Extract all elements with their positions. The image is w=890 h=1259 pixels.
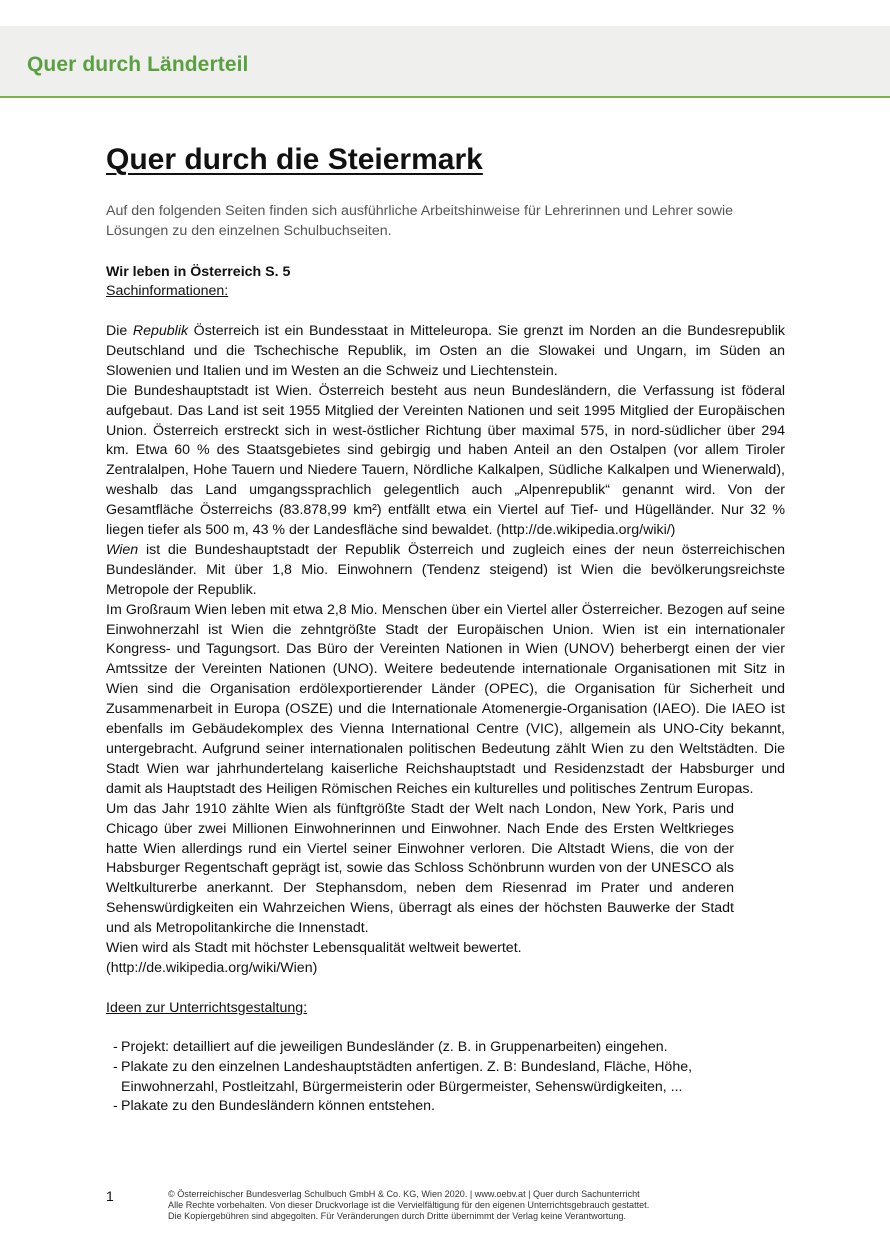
section-subheading: Sachinformationen: [106,283,229,300]
page-title: Quer durch die Steiermark [106,143,483,176]
paragraph-wien [106,541,785,601]
intro-text: Auf den folgenden Seiten finden sich ausführliche Arbeitshinweise für Lehrerinnen und Lehrer sowie Lösungen zu den einzelnen Schulbuchseiten. [106,203,734,239]
footer-copyright: © Österreichischer Bundesverlag Schulbuch GmbH & Co. KG, Wien 2020. | www.oebv.at | Quer durch Sachunterricht [168,1189,640,1199]
paragraph-quality: Wien wird als Stadt mit höchster Lebensqualität weltweit bewertet. [106,940,522,957]
list-item: - Projekt: detailliert auf die jeweiligen Bundesländer (z. B. in Gruppenarbeiten) eingehen. [106,1038,726,1058]
body-text [106,322,785,979]
emphasized-term: Republik [132,322,189,339]
footer-disclaimer: Die Kopiergebühren sind abgegolten. Für Veränderungen durch Dritte übernimmt der Verlag keine Verantwortung. [168,1211,626,1222]
paragraph-text: ist die Bundeshauptstadt der Republik Österreich und zugleich eines der neun österreichischen Bundesländer. Mit über 1,8 Mio. Einwohnern (Tendenz steigend) ist Wien die bevölkerungsreichste Metropole der Republik. [106,541,785,598]
list-item: - Plakate zu den einzelnen Landeshauptstädten anfertigen. Z. B: Bundesland, Fläche, Höhe, Einwohnerzahl, Postleitzahl, Bürgermeisterin oder Bürgermeister, Sehenswürdigkeiten, ... [106,1058,726,1098]
list-item: - Plakate zu den Bundesländern können entstehen. [106,1097,726,1117]
ideas-list [106,1038,726,1118]
page-header [0,26,890,98]
main-content [106,140,785,1117]
section-heading: Wir leben in Österreich S. 5 [106,263,291,280]
paragraph-text: Österreich ist ein Bundesstaat in Mitteleuropa. Sie grenzt im Norden an die Bundesrepublik Deutschland und die Tschechische Republik, im Osten an die Slowakei und Ungarn, im Süden an Slowenien und Italien und im Westen an die Schweiz und Liechtenstein. [106,322,785,379]
header-title: Quer durch Länderteil [27,53,249,76]
paragraph-history: Um das Jahr 1910 zählte Wien als fünftgrößte Stadt der Welt nach London, New York, Paris und Chicago über zwei Millionen Einwohnerinnen und Einwohner. Nach Ende des Ersten Weltkrieges hatte Wien allerdings rund ein Viertel seiner Einwohner verloren. Die Altstadt Wiens, die von der Habsburger Regentschaft geprägt ist, sowie das Schloss Schönbrunn wurden von der UNESCO als Weltkulturerbe anerkannt. Der Stephansdom, neben dem Riesenrad im Prater und anderen Sehenswürdigkeiten ein Wahrzeichen Wiens, überragt als eines der höchsten Bauwerke der Stadt und als Metropolitankirche die Innenstadt. [106,800,734,937]
paragraph-grossraum: Im Großraum Wien leben mit etwa 2,8 Mio. Menschen über ein Viertel aller Österreicher. Bezogen auf seine Einwohnerzahl ist Wien die zehntgrößte Stadt der Europäischen Union. Wien ist ein internationaler Kongress- und Tagungsort. Das Büro der Vereinten Nationen in Wien (UNOV) beherbergt einen der vier Amtssitze der Vereinten Nationen (UNO). Weitere bedeutende internationale Organisationen mit Sitz in Wien sind die Organisation erdölexportierender Länder (OPEC), die Organisation für Sicherheit und Zusammenarbeit in Europa (OSZE) und die Internationale Atomenergie-Organisation (IAEO). Die IAEO ist ebenfalls im Gebäudekomplex des Vienna International Centre (VIC), allgemein als UNO-City bekannt, untergebracht. Aufgrund seiner internationalen politischen Bedeutung zählt Wien zu den Weltstädten. Die Stadt Wien war jahrhundertelang kaiserliche Reichshauptstadt und Residenzstadt der Habsburger und damit als Hauptstadt des Heiligen Römischen Reiches ein kulturelles und politisches Zentrum Europas. [106,601,785,797]
ideas-heading: Ideen zur Unterrichtsgestaltung: [106,999,308,1016]
paragraph-source: (http://de.wikipedia.org/wiki/Wien) [106,959,318,976]
emphasized-term: Wien [106,541,139,558]
page-number: 1 [106,1188,114,1204]
paragraph-republik [106,322,785,382]
page-footer [168,1189,768,1223]
footer-rights: Alle Rechte vorbehalten. Von dieser Druckvorlage ist die Vervielfältigung für den eigenen Unterrichtsgebrauch gestattet. [168,1200,650,1211]
paragraph-text: Die [106,322,133,339]
paragraph-bundeshauptstadt: Die Bundeshauptstadt ist Wien. Österreich besteht aus neun Bundesländern, die Verfassung ist föderal aufgebaut. Das Land ist seit 1955 Mitglied der Vereinten Nationen und seit 1995 Mitglied der Europäischen Union. Österreich erstreckt sich in west-östlicher Richtung über maximal 575, in nord-südlicher über 294 km. Etwa 60 % des Staatsgebietes sind gebirgig und haben Anteil an den Ostalpen (vor allem Tiroler Zentralalpen, Hohe Tauern und Niedere Tauern, Nördliche Kalkalpen, Südliche Kalkalpen und Wienerwald), weshalb das Land umgangssprachlich gelegentlich auch „Alpenrepublik“ genannt wird. Von der Gesamtfläche Österreichs (83.878,99 km²) entfällt etwa ein Viertel auf Tief- und Hügelländer. Nur 32 % liegen tiefer als 500 m, 43 % der Landesfläche sind bewaldet. (http://de.wikipedia.org/wiki/) [106,382,785,539]
